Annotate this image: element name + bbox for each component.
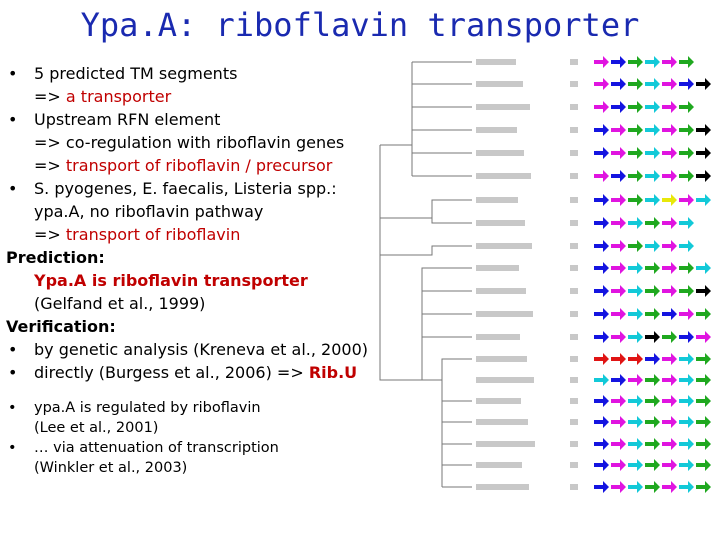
species-label-placeholder	[476, 441, 535, 447]
sub-line: (Winkler et al., 2003)	[34, 460, 188, 476]
gene-arrow-icon	[645, 395, 660, 407]
tree-branch-gram-positive	[380, 62, 472, 176]
bullet-dot: •	[8, 400, 17, 416]
gene-arrow-icon	[679, 374, 694, 386]
phylogeny-gene-map-figure	[372, 50, 712, 510]
species-label-placeholder	[476, 220, 525, 226]
gene-arrow-icon	[628, 459, 643, 471]
species-code-placeholder	[570, 462, 578, 468]
gene-arrow-icon	[594, 331, 609, 343]
species-label-placeholder	[476, 150, 524, 156]
gene-arrow-icon	[679, 240, 694, 252]
gene-arrow-icon	[696, 285, 711, 297]
gene-arrow-icon	[645, 459, 660, 471]
gene-arrow-icon	[696, 262, 711, 274]
gene-arrows	[594, 56, 711, 493]
species-code-placeholder	[570, 265, 578, 271]
gene-arrow-icon	[611, 308, 626, 320]
gene-arrow-icon	[594, 170, 609, 182]
prediction-ref: (Gelfand et al., 1999)	[34, 294, 206, 313]
species-code-placeholder	[570, 441, 578, 447]
species-code-placeholder	[570, 377, 578, 383]
slide-title: Ypa.A: riboflavin transporter	[80, 6, 640, 44]
gene-arrow-icon	[696, 459, 711, 471]
bullet-rfn-element: • Upstream RFN element	[8, 110, 221, 129]
gene-arrow-icon	[662, 438, 677, 450]
gene-arrow-icon	[628, 124, 643, 136]
species-label-placeholder	[476, 243, 532, 249]
gene-arrow-icon	[696, 416, 711, 428]
species-label-placeholder	[476, 334, 520, 340]
gene-arrow-icon	[594, 194, 609, 206]
gene-arrow-icon	[645, 331, 660, 343]
verification-item: • by genetic analysis (Kreneva et al., 2000)	[8, 340, 368, 359]
regulation-item: • … via attenuation of transcription	[8, 440, 279, 456]
species-label-placeholder	[476, 197, 518, 203]
gene-arrow-icon	[696, 124, 711, 136]
bullet-dot: •	[8, 440, 17, 456]
gene-arrow-icon	[679, 438, 694, 450]
gene-arrow-icon	[628, 194, 643, 206]
gene-arrow-icon	[645, 374, 660, 386]
gene-arrow-icon	[679, 285, 694, 297]
gene-arrow-icon	[662, 416, 677, 428]
gene-arrow-icon	[662, 101, 677, 113]
species-code-placeholder	[570, 104, 578, 110]
gene-arrow-icon	[594, 481, 609, 493]
species-code-placeholder	[570, 197, 578, 203]
gene-arrow-icon	[611, 374, 626, 386]
gene-arrow-icon	[679, 308, 694, 320]
gene-arrow-icon	[662, 459, 677, 471]
gene-arrow-icon	[662, 285, 677, 297]
species-code-placeholder	[570, 484, 578, 490]
gene-arrow-icon	[628, 56, 643, 68]
species-label-placeholder	[476, 127, 517, 133]
species-code-placeholder	[570, 334, 578, 340]
gene-arrow-icon	[645, 56, 660, 68]
gene-arrow-icon	[645, 170, 660, 182]
gene-arrow-icon	[696, 395, 711, 407]
species-label-placeholder	[476, 377, 534, 383]
gene-arrow-icon	[645, 101, 660, 113]
ribu-highlight: Rib.U	[308, 363, 358, 382]
gene-arrow-icon	[628, 395, 643, 407]
bullet-dot: •	[8, 64, 18, 83]
gene-arrow-icon	[628, 416, 643, 428]
species-code-placeholder	[570, 288, 578, 294]
gene-arrow-icon	[696, 147, 711, 159]
gene-arrow-icon	[662, 240, 677, 252]
species-label-placeholder	[476, 104, 530, 110]
gene-arrow-icon	[645, 217, 660, 229]
species-label-placeholder	[476, 59, 516, 65]
gene-arrow-icon	[662, 262, 677, 274]
gene-arrow-icon	[645, 438, 660, 450]
gene-arrow-icon	[645, 124, 660, 136]
gene-arrow-icon	[696, 170, 711, 182]
gene-arrow-icon	[628, 481, 643, 493]
species-label-placeholder	[476, 484, 529, 490]
gene-arrow-icon	[594, 56, 609, 68]
gene-arrow-icon	[645, 147, 660, 159]
gene-arrow-icon	[611, 285, 626, 297]
gene-arrow-icon	[645, 262, 660, 274]
sub-line: ypa.A, no riboflavin pathway	[34, 202, 264, 221]
verification-label: Verification:	[6, 317, 116, 336]
gene-arrow-icon	[611, 481, 626, 493]
gene-arrow-icon	[696, 438, 711, 450]
gene-arrow-icon	[611, 56, 626, 68]
species-code-placeholder	[570, 243, 578, 249]
gene-arrow-icon	[628, 101, 643, 113]
gene-arrow-icon	[645, 78, 660, 90]
gene-arrow-icon	[662, 78, 677, 90]
gene-arrow-icon	[662, 170, 677, 182]
species-code-placeholder	[570, 59, 578, 65]
prediction-label: Prediction:	[6, 248, 105, 267]
gene-arrow-icon	[679, 481, 694, 493]
species-code-placeholder	[570, 81, 578, 87]
verification-item: • directly (Burgess et al., 2006) => Rib.U	[8, 363, 358, 382]
species-code-placeholder	[570, 311, 578, 317]
gene-arrow-icon	[594, 101, 609, 113]
gene-arrow-icon	[628, 240, 643, 252]
gene-arrow-icon	[628, 217, 643, 229]
gene-arrow-icon	[594, 308, 609, 320]
bullet-dot: •	[8, 110, 18, 129]
sub-line: => co-regulation with riboflavin genes	[34, 133, 345, 152]
gene-arrow-icon	[645, 285, 660, 297]
gene-arrow-icon	[628, 285, 643, 297]
gene-arrow-icon	[611, 395, 626, 407]
species-label-placeholder	[476, 265, 519, 271]
gene-arrow-icon	[679, 416, 694, 428]
gene-arrow-icon	[696, 331, 711, 343]
gene-arrow-icon	[594, 353, 609, 365]
gene-arrow-icon	[611, 170, 626, 182]
gene-arrow-icon	[696, 78, 711, 90]
gene-arrow-icon	[662, 194, 677, 206]
gene-arrow-icon	[611, 78, 626, 90]
gene-arrow-icon	[611, 262, 626, 274]
prediction-text: Ypa.A is riboflavin transporter	[34, 271, 308, 290]
gene-arrow-icon	[645, 353, 660, 365]
gene-arrow-icon	[679, 395, 694, 407]
sub-line: (Lee et al., 2001)	[34, 420, 159, 436]
bullet-species: • S. pyogenes, E. faecalis, Listeria spp.:	[8, 179, 337, 198]
gene-arrow-icon	[594, 217, 609, 229]
tree-branch-proteobacteria	[380, 255, 472, 487]
gene-arrow-icon	[679, 56, 694, 68]
gene-arrow-icon	[662, 124, 677, 136]
species-label-placeholder	[476, 173, 531, 179]
gene-arrow-icon	[645, 481, 660, 493]
gene-arrow-icon	[679, 170, 694, 182]
gene-arrow-icon	[645, 194, 660, 206]
gene-arrow-icon	[662, 374, 677, 386]
species-label-placeholder	[476, 398, 521, 404]
species-code-placeholder	[570, 419, 578, 425]
sub-line: => transport of riboflavin	[34, 225, 241, 244]
gene-arrow-icon	[628, 262, 643, 274]
gene-arrow-icon	[628, 438, 643, 450]
species-code-placeholder	[570, 150, 578, 156]
gene-arrow-icon	[611, 217, 626, 229]
gene-arrow-icon	[679, 217, 694, 229]
species-label-placeholder	[476, 288, 526, 294]
gene-arrow-icon	[662, 353, 677, 365]
species-label-placeholder	[476, 419, 528, 425]
gene-arrow-icon	[594, 262, 609, 274]
gene-arrow-icon	[594, 416, 609, 428]
gene-arrow-icon	[696, 374, 711, 386]
gene-arrow-icon	[611, 353, 626, 365]
species-code-placeholder	[570, 173, 578, 179]
gene-arrow-icon	[628, 147, 643, 159]
gene-arrow-icon	[679, 331, 694, 343]
gene-arrow-icon	[645, 308, 660, 320]
bullet-dot: •	[8, 340, 18, 359]
sub-line: => a transporter	[34, 87, 172, 106]
species-code-placeholder	[570, 220, 578, 226]
gene-arrow-icon	[679, 353, 694, 365]
species-code-placeholder	[570, 398, 578, 404]
gene-arrow-icon	[628, 331, 643, 343]
gene-arrow-icon	[679, 262, 694, 274]
species-label-placeholder	[476, 311, 533, 317]
species-code-placeholder	[570, 127, 578, 133]
gene-arrow-icon	[662, 56, 677, 68]
gene-arrow-icon	[645, 240, 660, 252]
gene-arrow-icon	[594, 285, 609, 297]
gene-arrow-icon	[696, 308, 711, 320]
gene-arrow-icon	[662, 308, 677, 320]
species-label-placeholder	[476, 462, 522, 468]
gene-arrow-icon	[611, 331, 626, 343]
phylogenetic-tree	[380, 62, 472, 487]
gene-arrow-icon	[594, 374, 609, 386]
gene-arrow-icon	[594, 124, 609, 136]
gene-arrow-icon	[611, 240, 626, 252]
gene-arrow-icon	[628, 170, 643, 182]
gene-arrow-icon	[594, 147, 609, 159]
regulation-item: • ypa.A is regulated by riboflavin	[8, 400, 261, 416]
gene-arrow-icon	[696, 353, 711, 365]
gene-arrow-icon	[611, 194, 626, 206]
gene-arrow-icon	[594, 459, 609, 471]
gene-arrow-icon	[594, 395, 609, 407]
gene-arrow-icon	[611, 124, 626, 136]
gene-arrow-icon	[628, 374, 643, 386]
gene-arrow-icon	[662, 331, 677, 343]
gene-arrow-icon	[696, 481, 711, 493]
gene-arrow-icon	[611, 438, 626, 450]
bullet-dot: •	[8, 363, 18, 382]
gene-arrow-icon	[645, 416, 660, 428]
gene-arrow-icon	[628, 308, 643, 320]
gene-arrow-icon	[662, 217, 677, 229]
gene-arrow-icon	[594, 438, 609, 450]
species-labels	[476, 59, 578, 490]
gene-arrow-icon	[611, 101, 626, 113]
gene-arrow-icon	[662, 481, 677, 493]
gene-arrow-icon	[662, 147, 677, 159]
gene-arrow-icon	[594, 240, 609, 252]
gene-arrow-icon	[628, 78, 643, 90]
species-label-placeholder	[476, 356, 527, 362]
sub-line: => transport of riboflavin / precursor	[34, 156, 333, 175]
gene-arrow-icon	[611, 416, 626, 428]
gene-arrow-icon	[594, 78, 609, 90]
species-label-placeholder	[476, 81, 523, 87]
bullet-tm-segments: • 5 predicted TM segments	[8, 64, 238, 83]
gene-arrow-icon	[611, 147, 626, 159]
gene-arrow-icon	[696, 194, 711, 206]
gene-arrow-icon	[679, 78, 694, 90]
gene-arrow-icon	[679, 101, 694, 113]
species-code-placeholder	[570, 356, 578, 362]
bullet-dot: •	[8, 179, 18, 198]
gene-arrow-icon	[662, 395, 677, 407]
gene-arrow-icon	[679, 194, 694, 206]
gene-arrow-icon	[679, 124, 694, 136]
slide-body	[6, 62, 376, 478]
gene-arrow-icon	[611, 459, 626, 471]
gene-arrow-icon	[628, 353, 643, 365]
gene-arrow-icon	[679, 459, 694, 471]
gene-arrow-icon	[679, 147, 694, 159]
tree-branch-thermotogales	[380, 200, 472, 223]
tree-branch-deinococcus	[380, 246, 472, 255]
